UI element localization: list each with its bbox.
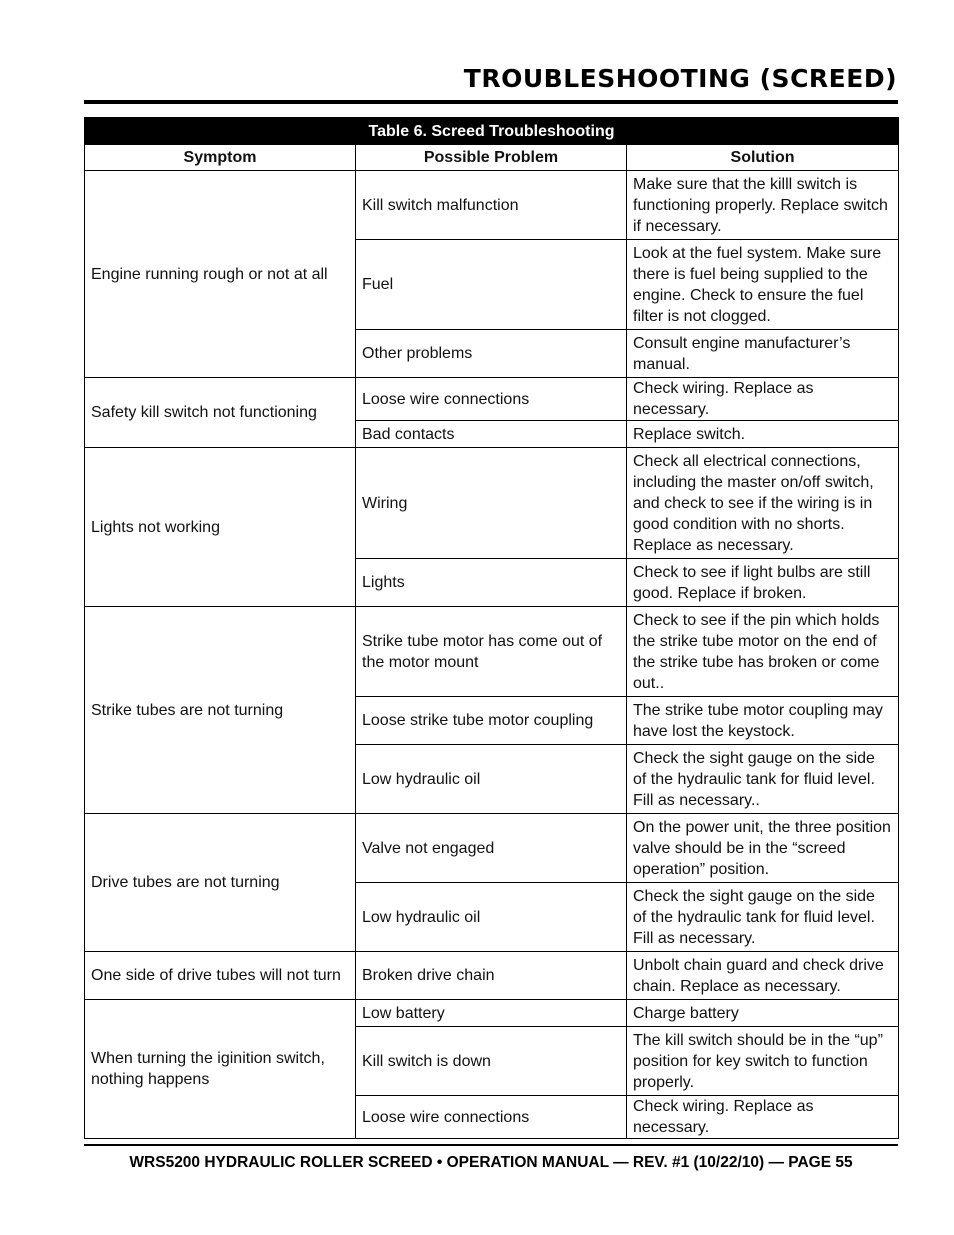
solution-cell: Check wiring. Replace as necessary. <box>627 378 899 421</box>
problem-cell: Loose wire connections <box>356 1096 627 1139</box>
solution-cell: Check all electrical connections, including the master on/off switch, and check to see if the wiring is in good condition with no shorts. Replace as necessary. <box>627 448 899 559</box>
symptom-cell: Safety kill switch not functioning <box>85 378 356 448</box>
problem-cell: Bad contacts <box>356 421 627 448</box>
solution-cell: Check to see if light bulbs are still good. Replace if broken. <box>627 559 899 607</box>
solution-cell: Charge battery <box>627 1000 899 1027</box>
problem-cell: Loose wire connections <box>356 378 627 421</box>
problem-cell: Low hydraulic oil <box>356 883 627 952</box>
solution-cell: Check to see if the pin which holds the strike tube motor on the end of the strike tube has broken or come out.. <box>627 607 899 697</box>
problem-cell: Valve not engaged <box>356 814 627 883</box>
table-row <box>85 607 899 697</box>
table-caption: Table 6. Screed Troubleshooting <box>85 118 899 145</box>
solution-cell: On the power unit, the three position valve should be in the “screed operation” position. <box>627 814 899 883</box>
table-row <box>85 171 899 240</box>
column-header-symptom: Symptom <box>85 145 356 171</box>
problem-cell: Broken drive chain <box>356 952 627 1000</box>
solution-cell: Make sure that the killl switch is functioning properly. Replace switch if necessary. <box>627 171 899 240</box>
problem-cell: Lights <box>356 559 627 607</box>
symptom-cell: Strike tubes are not turning <box>85 607 356 814</box>
problem-cell: Loose strike tube motor coupling <box>356 697 627 745</box>
symptom-cell: One side of drive tubes will not turn <box>85 952 356 1000</box>
symptom-cell: Drive tubes are not turning <box>85 814 356 952</box>
problem-cell: Low battery <box>356 1000 627 1027</box>
problem-cell: Wiring <box>356 448 627 559</box>
solution-cell: Check the sight gauge on the side of the hydraulic tank for fluid level. Fill as necessary.. <box>627 745 899 814</box>
table-row <box>85 952 899 1000</box>
table-row <box>85 448 899 559</box>
solution-cell: The kill switch should be in the “up” position for key switch to function properly. <box>627 1027 899 1096</box>
table-row <box>85 1000 899 1027</box>
problem-cell: Kill switch is down <box>356 1027 627 1096</box>
problem-cell: Kill switch malfunction <box>356 171 627 240</box>
symptom-cell: Engine running rough or not at all <box>85 171 356 378</box>
column-header-solution: Solution <box>627 145 899 171</box>
troubleshooting-table <box>84 117 899 1139</box>
solution-cell: Replace switch. <box>627 421 899 448</box>
title-divider <box>84 100 898 104</box>
problem-cell: Fuel <box>356 240 627 330</box>
symptom-cell: When turning the iginition switch, nothing happens <box>85 1000 356 1139</box>
solution-cell: Unbolt chain guard and check drive chain. Replace as necessary. <box>627 952 899 1000</box>
footer-divider <box>84 1144 898 1146</box>
symptom-cell: Lights not working <box>85 448 356 607</box>
page-title: TROUBLESHOOTING (SCREED) <box>463 64 897 93</box>
solution-cell: Check the sight gauge on the side of the hydraulic tank for fluid level. Fill as necessary. <box>627 883 899 952</box>
solution-cell: Consult engine manufacturer’s manual. <box>627 330 899 378</box>
solution-cell: Look at the fuel system. Make sure there is fuel being supplied to the engine. Check to ensure the fuel filter is not clogged. <box>627 240 899 330</box>
solution-cell: The strike tube motor coupling may have lost the keystock. <box>627 697 899 745</box>
table-row <box>85 814 899 883</box>
solution-cell: Check wiring. Replace as necessary. <box>627 1096 899 1139</box>
problem-cell: Strike tube motor has come out of the motor mount <box>356 607 627 697</box>
column-header-possible-problem: Possible Problem <box>356 145 627 171</box>
problem-cell: Other problems <box>356 330 627 378</box>
table-row <box>85 378 899 421</box>
page-footer: WRS5200 HYDRAULIC ROLLER SCREED • OPERATION MANUAL — REV. #1 (10/22/10) — PAGE 55 <box>129 1154 853 1171</box>
problem-cell: Low hydraulic oil <box>356 745 627 814</box>
